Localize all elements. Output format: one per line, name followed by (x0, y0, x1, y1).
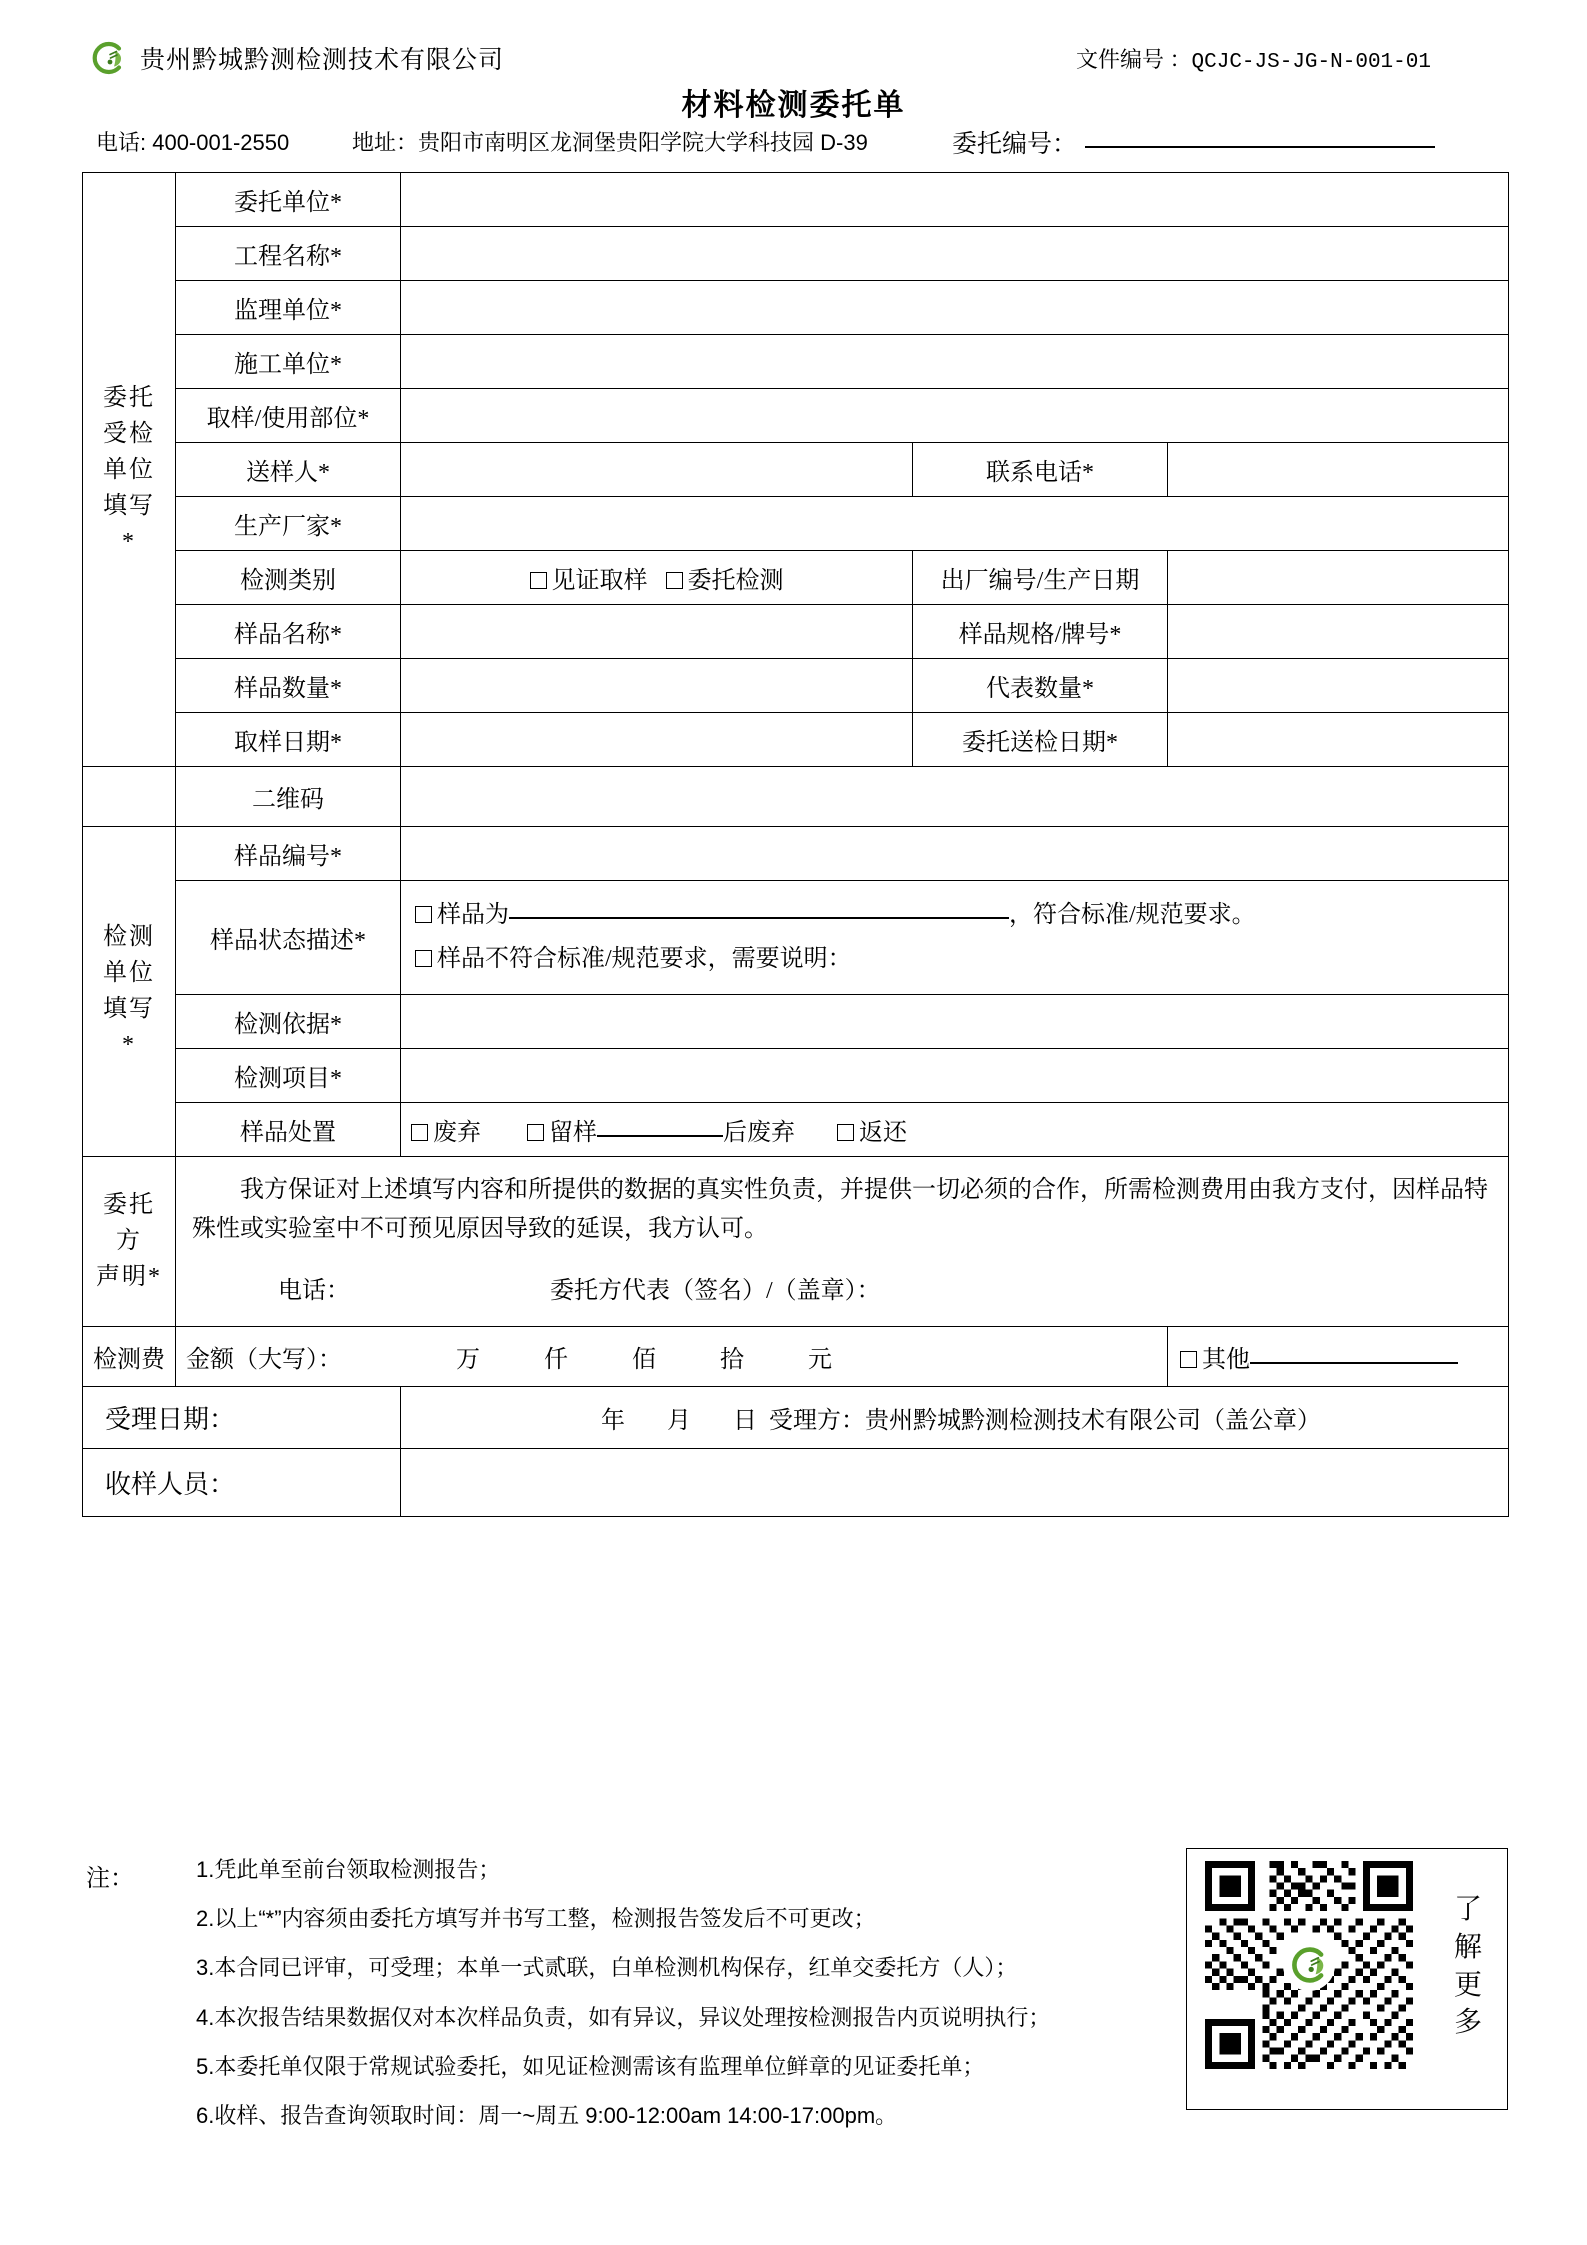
accept-day: 日 (733, 1407, 757, 1434)
label-factory-no-date: 出厂编号/生产日期 (913, 551, 1168, 605)
label-represent-qty: 代表数量* (913, 659, 1168, 713)
qr-code-panel (1186, 1848, 1508, 2110)
label-sample-no: 样品编号* (176, 827, 401, 881)
entrust-number-field[interactable] (952, 124, 1435, 160)
section-label-line: 检测 (103, 924, 155, 951)
input-sampling-position[interactable] (401, 389, 1509, 443)
checkbox-icon[interactable] (415, 950, 432, 967)
checkbox-entrusted-test-label: 委托检测 (687, 568, 784, 594)
declaration-phone-label: 电话： (278, 1277, 350, 1304)
accept-party-label: 受理方： (769, 1407, 865, 1434)
input-qr-code[interactable] (401, 767, 1509, 827)
input-test-basis[interactable] (401, 994, 1509, 1048)
accept-party-value: 贵州黔城黔测检测技术有限公司（盖公章） (865, 1407, 1321, 1434)
sample-status-options (401, 881, 1509, 995)
entrust-number-blank[interactable] (1085, 146, 1435, 148)
checkbox-icon[interactable] (527, 1124, 544, 1141)
section-label-lab (83, 827, 176, 1157)
qr-code-icon[interactable] (1205, 1861, 1413, 2069)
header-top-row (0, 38, 1587, 78)
checkbox-witness-sampling-label: 见证取样 (551, 568, 648, 594)
section-label-line: 单位 (103, 456, 155, 483)
label-qr-code: 二维码 (176, 767, 401, 827)
table-row (83, 443, 1509, 497)
note-item: 5.本委托单仅限于常规试验委托，如见证检测需该有监理单位鲜章的见证委托单； (196, 2053, 985, 2079)
note-item: 1.凭此单至前台领取检测报告； (196, 1857, 501, 1882)
table-row (83, 281, 1509, 335)
fee-unit: 拾 (720, 1346, 744, 1373)
qr-more-char: 解 (1453, 1931, 1482, 1963)
label-submit-date: 委托送检日期* (913, 713, 1168, 767)
label-sample-deliverer: 送样人* (176, 443, 401, 497)
table-row (83, 1448, 1509, 1516)
table-row (83, 659, 1509, 713)
status-option-nonconforms[interactable] (415, 937, 1494, 981)
section-label-line: 委托 (103, 384, 155, 411)
document-number-value: QCJC-JS-JG-N-001-01 (1191, 51, 1431, 74)
status-option-nonconforms-label: 样品不符合标准/规范要求，需要说明： (437, 946, 852, 973)
accept-month: 月 (667, 1407, 691, 1434)
note-item: 4.本次报告结果数据仅对本次样品负责，如有异议，异议处理按检测报告内页说明执行； (196, 2004, 1051, 2030)
label-project-name: 工程名称* (176, 227, 401, 281)
label-receiver: 收样人员： (83, 1448, 401, 1516)
disposal-option-discard[interactable] (411, 1120, 481, 1146)
fee-other-option[interactable] (1168, 1326, 1509, 1386)
status-option-conforms[interactable] (415, 893, 1494, 937)
entrust-number-label: 委托编号： (952, 131, 1078, 158)
qr-more-char: 了 (1453, 1894, 1482, 1925)
table-row (83, 1156, 1509, 1326)
checkbox-witness-sampling[interactable] (530, 568, 648, 594)
label-sample-name: 样品名称* (176, 605, 401, 659)
table-row (83, 767, 1509, 827)
status-option-conforms-suffix: ，符合标准/规范要求。 (1009, 902, 1256, 928)
fee-unit: 佰 (632, 1346, 656, 1373)
table-row (83, 173, 1509, 227)
section-label-line: 填写 (103, 996, 155, 1023)
table-row (83, 389, 1509, 443)
fee-other-label: 其他 (1202, 1346, 1250, 1373)
company-address: 地址：贵阳市南明区龙洞堡贵阳学院大学科技园 D-39 (352, 130, 868, 155)
section-label-line: * (122, 528, 136, 555)
disposal-option-discard-label: 废弃 (433, 1119, 481, 1146)
disposal-option-retain-prefix: 留样 (549, 1119, 597, 1146)
label-sample-spec: 样品规格/牌号* (913, 605, 1168, 659)
checkbox-entrusted-test[interactable] (666, 568, 784, 594)
checkbox-icon[interactable] (411, 1124, 428, 1141)
footer-notes (86, 1858, 1186, 2153)
section-label-client (83, 173, 176, 767)
notes-heading: 注： (86, 1866, 134, 1892)
table-row (83, 335, 1509, 389)
commission-form-table (82, 172, 1509, 1517)
table-row (83, 713, 1509, 767)
table-row (83, 1048, 1509, 1102)
declaration-paragraph: 我方保证对上述填写内容和所提供的数据的真实性负责，并提供一切必须的合作，所需检测费用由我方支付，因样品特殊性或实验室中不可预见原因导致的延误，我方认可。 (192, 1176, 1488, 1243)
declaration-content (176, 1156, 1509, 1326)
label-sampling-position: 取样/使用部位* (176, 389, 401, 443)
label-client-unit: 委托单位* (176, 173, 401, 227)
header-contact-row (0, 126, 1587, 166)
label-test-fee: 检测费 (83, 1326, 176, 1386)
declaration-representative-label: 委托方代表（签名）/（盖章）： (550, 1277, 881, 1304)
input-project-name[interactable] (401, 227, 1509, 281)
table-row (83, 827, 1509, 881)
label-sample-disposal: 样品处置 (176, 1102, 401, 1156)
section-label-line: 单位 (103, 960, 155, 987)
input-factory-no-date[interactable] (1168, 551, 1509, 605)
accept-year: 年 (601, 1407, 625, 1434)
label-test-items: 检测项目* (176, 1048, 401, 1102)
declaration-sign-row (192, 1272, 1492, 1312)
declaration-label-line: 委托方 (103, 1192, 155, 1255)
section-label-line: 填写 (103, 492, 155, 519)
qr-more-char: 更 (1453, 1969, 1482, 2001)
input-test-items[interactable] (401, 1048, 1509, 1102)
section-label-line: * (122, 1032, 136, 1059)
checkbox-icon[interactable] (530, 572, 547, 589)
qr-center-logo-icon (1283, 1939, 1335, 1991)
input-sample-name[interactable] (401, 605, 913, 659)
label-manufacturer: 生产厂家* (176, 497, 401, 551)
checkbox-icon[interactable] (837, 1124, 854, 1141)
input-sample-no[interactable] (401, 827, 1509, 881)
input-receiver[interactable] (401, 1448, 1509, 1516)
table-row (83, 1102, 1509, 1156)
input-represent-qty[interactable] (1168, 659, 1509, 713)
note-item: 6.收样、报告查询领取时间：周一~周五 9:00-12:00am 14:00-17:00pm。 (196, 2102, 898, 2128)
spacer-cell (83, 767, 176, 827)
disposal-option-return[interactable] (837, 1120, 907, 1146)
document-number (1076, 43, 1431, 74)
input-sampling-date[interactable] (401, 713, 913, 767)
input-client-unit[interactable] (401, 173, 1509, 227)
fee-other-blank[interactable] (1250, 1362, 1458, 1364)
label-supervision-unit: 监理单位* (176, 281, 401, 335)
input-contact-phone[interactable] (1168, 443, 1509, 497)
checkbox-icon[interactable] (666, 572, 683, 589)
sample-disposal-options (401, 1102, 1509, 1156)
disposal-option-retain[interactable] (527, 1120, 795, 1146)
status-option-conforms-prefix: 样品为 (437, 902, 509, 928)
table-row (83, 497, 1509, 551)
table-row (83, 227, 1509, 281)
disposal-option-return-label: 返还 (859, 1119, 907, 1146)
section-label-line: 受检 (103, 420, 155, 447)
company-logo-icon (88, 38, 128, 78)
qr-more-text (1451, 1891, 1485, 2042)
input-sample-deliverer[interactable] (401, 443, 913, 497)
label-test-basis: 检测依据* (176, 994, 401, 1048)
input-submit-date[interactable] (1168, 713, 1509, 767)
company-name: 贵州黔城黔测检测技术有限公司 (140, 46, 505, 74)
test-category-options (401, 551, 913, 605)
table-row (83, 605, 1509, 659)
input-manufacturer[interactable] (401, 497, 1509, 551)
disposal-retain-blank[interactable] (597, 1135, 723, 1137)
disposal-option-retain-suffix: 后废弃 (723, 1119, 795, 1146)
note-item: 3.本合同已评审，可受理；本单一式贰联，白单检测机构保存，红单交委托方（人）； (196, 1955, 1018, 1981)
declaration-label-line: 声明* (96, 1264, 162, 1291)
page-title: 材料检测委托单 (681, 89, 906, 122)
declaration-label (83, 1156, 176, 1326)
label-test-category: 检测类别 (176, 551, 401, 605)
note-item: 2.以上“*”内容须由委托方填写并书写工整，检测报告签发后不可更改； (196, 1906, 876, 1932)
input-construction-unit[interactable] (401, 335, 1509, 389)
label-sample-qty: 样品数量* (176, 659, 401, 713)
status-conforms-blank[interactable] (509, 917, 1009, 919)
accept-date-content[interactable] (401, 1386, 1509, 1448)
label-contact-phone: 联系电话* (913, 443, 1168, 497)
label-sample-status: 样品状态描述* (176, 881, 401, 995)
table-row (83, 1326, 1509, 1386)
label-sampling-date: 取样日期* (176, 713, 401, 767)
document-number-label: 文件编号 ： (1076, 47, 1192, 72)
input-sample-spec[interactable] (1168, 605, 1509, 659)
checkbox-icon[interactable] (415, 906, 432, 923)
label-construction-unit: 施工单位* (176, 335, 401, 389)
fee-unit: 万 (456, 1346, 480, 1373)
label-accept-date: 受理日期： (83, 1386, 401, 1448)
table-row (83, 1386, 1509, 1448)
fee-amount-row (176, 1326, 1168, 1386)
table-row (83, 994, 1509, 1048)
fee-unit: 仟 (544, 1346, 568, 1373)
table-row (83, 551, 1509, 605)
input-sample-qty[interactable] (401, 659, 913, 713)
company-telephone: 电话: 400-001-2550 (96, 130, 290, 155)
qr-more-char: 多 (1453, 2007, 1482, 2039)
checkbox-icon[interactable] (1180, 1351, 1197, 1368)
table-row (83, 881, 1509, 995)
fee-amount-label: 金额（大写）： (186, 1346, 342, 1373)
notes-list (86, 1858, 1186, 2128)
fee-unit: 元 (808, 1346, 832, 1373)
input-supervision-unit[interactable] (401, 281, 1509, 335)
